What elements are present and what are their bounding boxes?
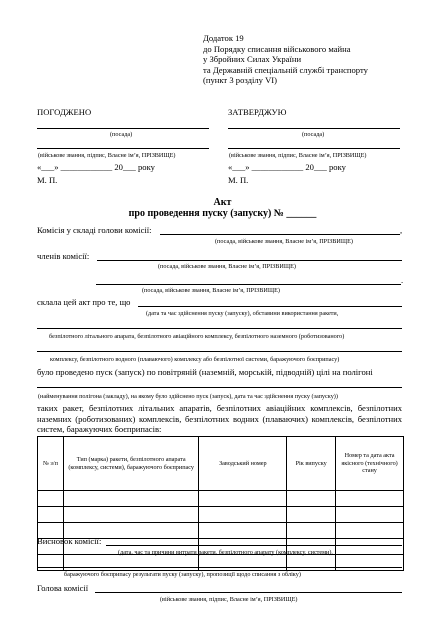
conclusion-label: Висновок комісії:	[37, 536, 102, 546]
approval-right-position-hint: (посада)	[302, 131, 325, 138]
table-cell	[287, 555, 336, 571]
approval-right-signature-line	[228, 148, 400, 149]
circumstances-hint-3: комплексу, безпілотного водного (плаваючого) комплексу або безпілотної системи, баражуючого боєприпасу)	[50, 356, 340, 363]
members-line-1	[97, 260, 402, 261]
approval-right-date: «___» ____________ 20___ року	[228, 162, 346, 172]
table-cell	[336, 491, 404, 507]
annex-line: (пункт 3 розділу VI)	[203, 75, 278, 85]
approval-right-heading: ЗАТВЕРДЖУЮ	[228, 107, 287, 117]
col-header-serial: Заводський номер	[199, 437, 287, 491]
table-cell	[287, 523, 336, 539]
col-header-number: № з/п	[38, 437, 64, 491]
table-cell	[199, 555, 287, 571]
table-cell	[287, 507, 336, 523]
document-title: Акт	[213, 197, 232, 208]
approval-right-position-line	[228, 128, 400, 129]
commission-label: Комісія у складі голови комісії:	[37, 225, 152, 235]
table-cell	[63, 507, 199, 523]
annex-header	[203, 33, 368, 86]
approval-left-stamp: М. П.	[37, 175, 58, 185]
table-cell	[336, 523, 404, 539]
circumstances-line-2	[37, 351, 402, 352]
range-hint: (найменування полігона (закладу), на якому було здійснено пуск (запуск), дата та час здійснення пуску (запуску))	[38, 393, 338, 400]
table-cell	[199, 491, 287, 507]
approval-left-signature-hint: (військове звання, підпис, Власне ім’я, ПРІЗВИЩЕ)	[38, 152, 176, 159]
chair-label: Голова комісії	[37, 583, 89, 593]
circumstances-line-1	[37, 328, 402, 329]
conclusion-hint-2: баражуючого боєприпасу результати пуску (запуску), пропозиції щодо списання з обліку)	[64, 571, 301, 578]
col-header-condition-act: Номер та дата акта якісного (технічного) стану	[336, 437, 404, 491]
conclusion-line-2	[37, 567, 402, 568]
table-row	[38, 555, 404, 571]
chair-hint: (військове звання, підпис, Власне ім’я, ПРІЗВИЩЕ)	[160, 596, 298, 603]
members-period: .	[401, 275, 404, 285]
items-paragraph: таких ракет, безпілотних літальних апаратів, безпілотних авіаційних комплексів, безпілотних наземних (роботизованих) комплексів, безпілотних водних (плаваючих) комплексів, безпілотних систем, баражуючих боєприпасів:	[37, 403, 402, 434]
document-subtitle: про проведення пуску (запуску) № ______	[128, 208, 317, 219]
range-line	[37, 387, 402, 388]
table-row	[38, 491, 404, 507]
col-header-year: Рік випуску	[287, 437, 336, 491]
table-row	[38, 507, 404, 523]
drew-up-hint: (дата та час здійснення пуску (запуску), обставини використання ракети,	[146, 310, 339, 317]
drew-up-label: склала цей акт про те, що	[37, 297, 131, 307]
table-cell	[199, 523, 287, 539]
table-cell	[336, 507, 404, 523]
approval-left-position-hint: (посада)	[110, 131, 133, 138]
approval-left-signature-line	[37, 148, 209, 149]
chair-line	[95, 592, 402, 593]
approval-left-heading: ПОГОДЖЕНО	[37, 107, 92, 117]
table-cell	[336, 539, 404, 555]
approval-left-date: «___» ____________ 20___ року	[37, 162, 155, 172]
table-cell	[199, 507, 287, 523]
annex-line: у Збройних Силах України	[203, 54, 302, 64]
annex-line: до Порядку списання військового майна	[203, 43, 351, 54]
drew-up-line	[138, 306, 402, 307]
commission-hint: (посада, військове звання, Власне ім’я, ПРІЗВИЩЕ)	[215, 238, 353, 245]
table-cell	[63, 555, 199, 571]
launch-sentence: було проведено пуск (запуск) по повітряній (наземній, морській, підводній) цілі на полігоні	[37, 367, 373, 377]
circumstances-hint-2: безпілотного літального апарата, безпілотного авіаційного комплексу, безпілотного наземного (роботизованого)	[49, 333, 345, 340]
members-line-2	[96, 284, 401, 285]
approval-right-stamp: М. П.	[228, 175, 249, 185]
annex-line: та Державній спеціальній службі транспорту	[203, 64, 368, 75]
table-cell	[38, 507, 64, 523]
approval-right-signature-hint: (військове звання, підпис, Власне ім’я, ПРІЗВИЩЕ)	[229, 152, 367, 159]
commission-line	[160, 234, 400, 235]
conclusion-hint-1: (дата, час та причини витрати ракети, безпілотного апарату (комплексу, системи),	[118, 549, 333, 556]
members-label: членів комісії:	[37, 251, 90, 261]
table-cell	[38, 491, 64, 507]
conclusion-line-1	[106, 545, 402, 546]
table-cell	[287, 491, 336, 507]
commission-comma: ,	[400, 225, 403, 235]
members-hint-1: (посада, військове звання, Власне ім’я, ПРІЗВИЩЕ)	[158, 263, 296, 270]
table-header-row	[38, 437, 404, 491]
approval-left-position-line	[37, 128, 209, 129]
table-cell	[63, 491, 199, 507]
annex-line: Додаток 19	[203, 33, 244, 43]
members-hint-2: (посада, військове звання, Власне ім’я, ПРІЗВИЩЕ)	[142, 287, 280, 294]
col-header-type: Тип (марка) ракети, безпілотного апарата (комплексу, системи), баражуючого боєприпасу	[63, 437, 199, 491]
table-cell	[38, 555, 64, 571]
table-cell	[336, 555, 404, 571]
